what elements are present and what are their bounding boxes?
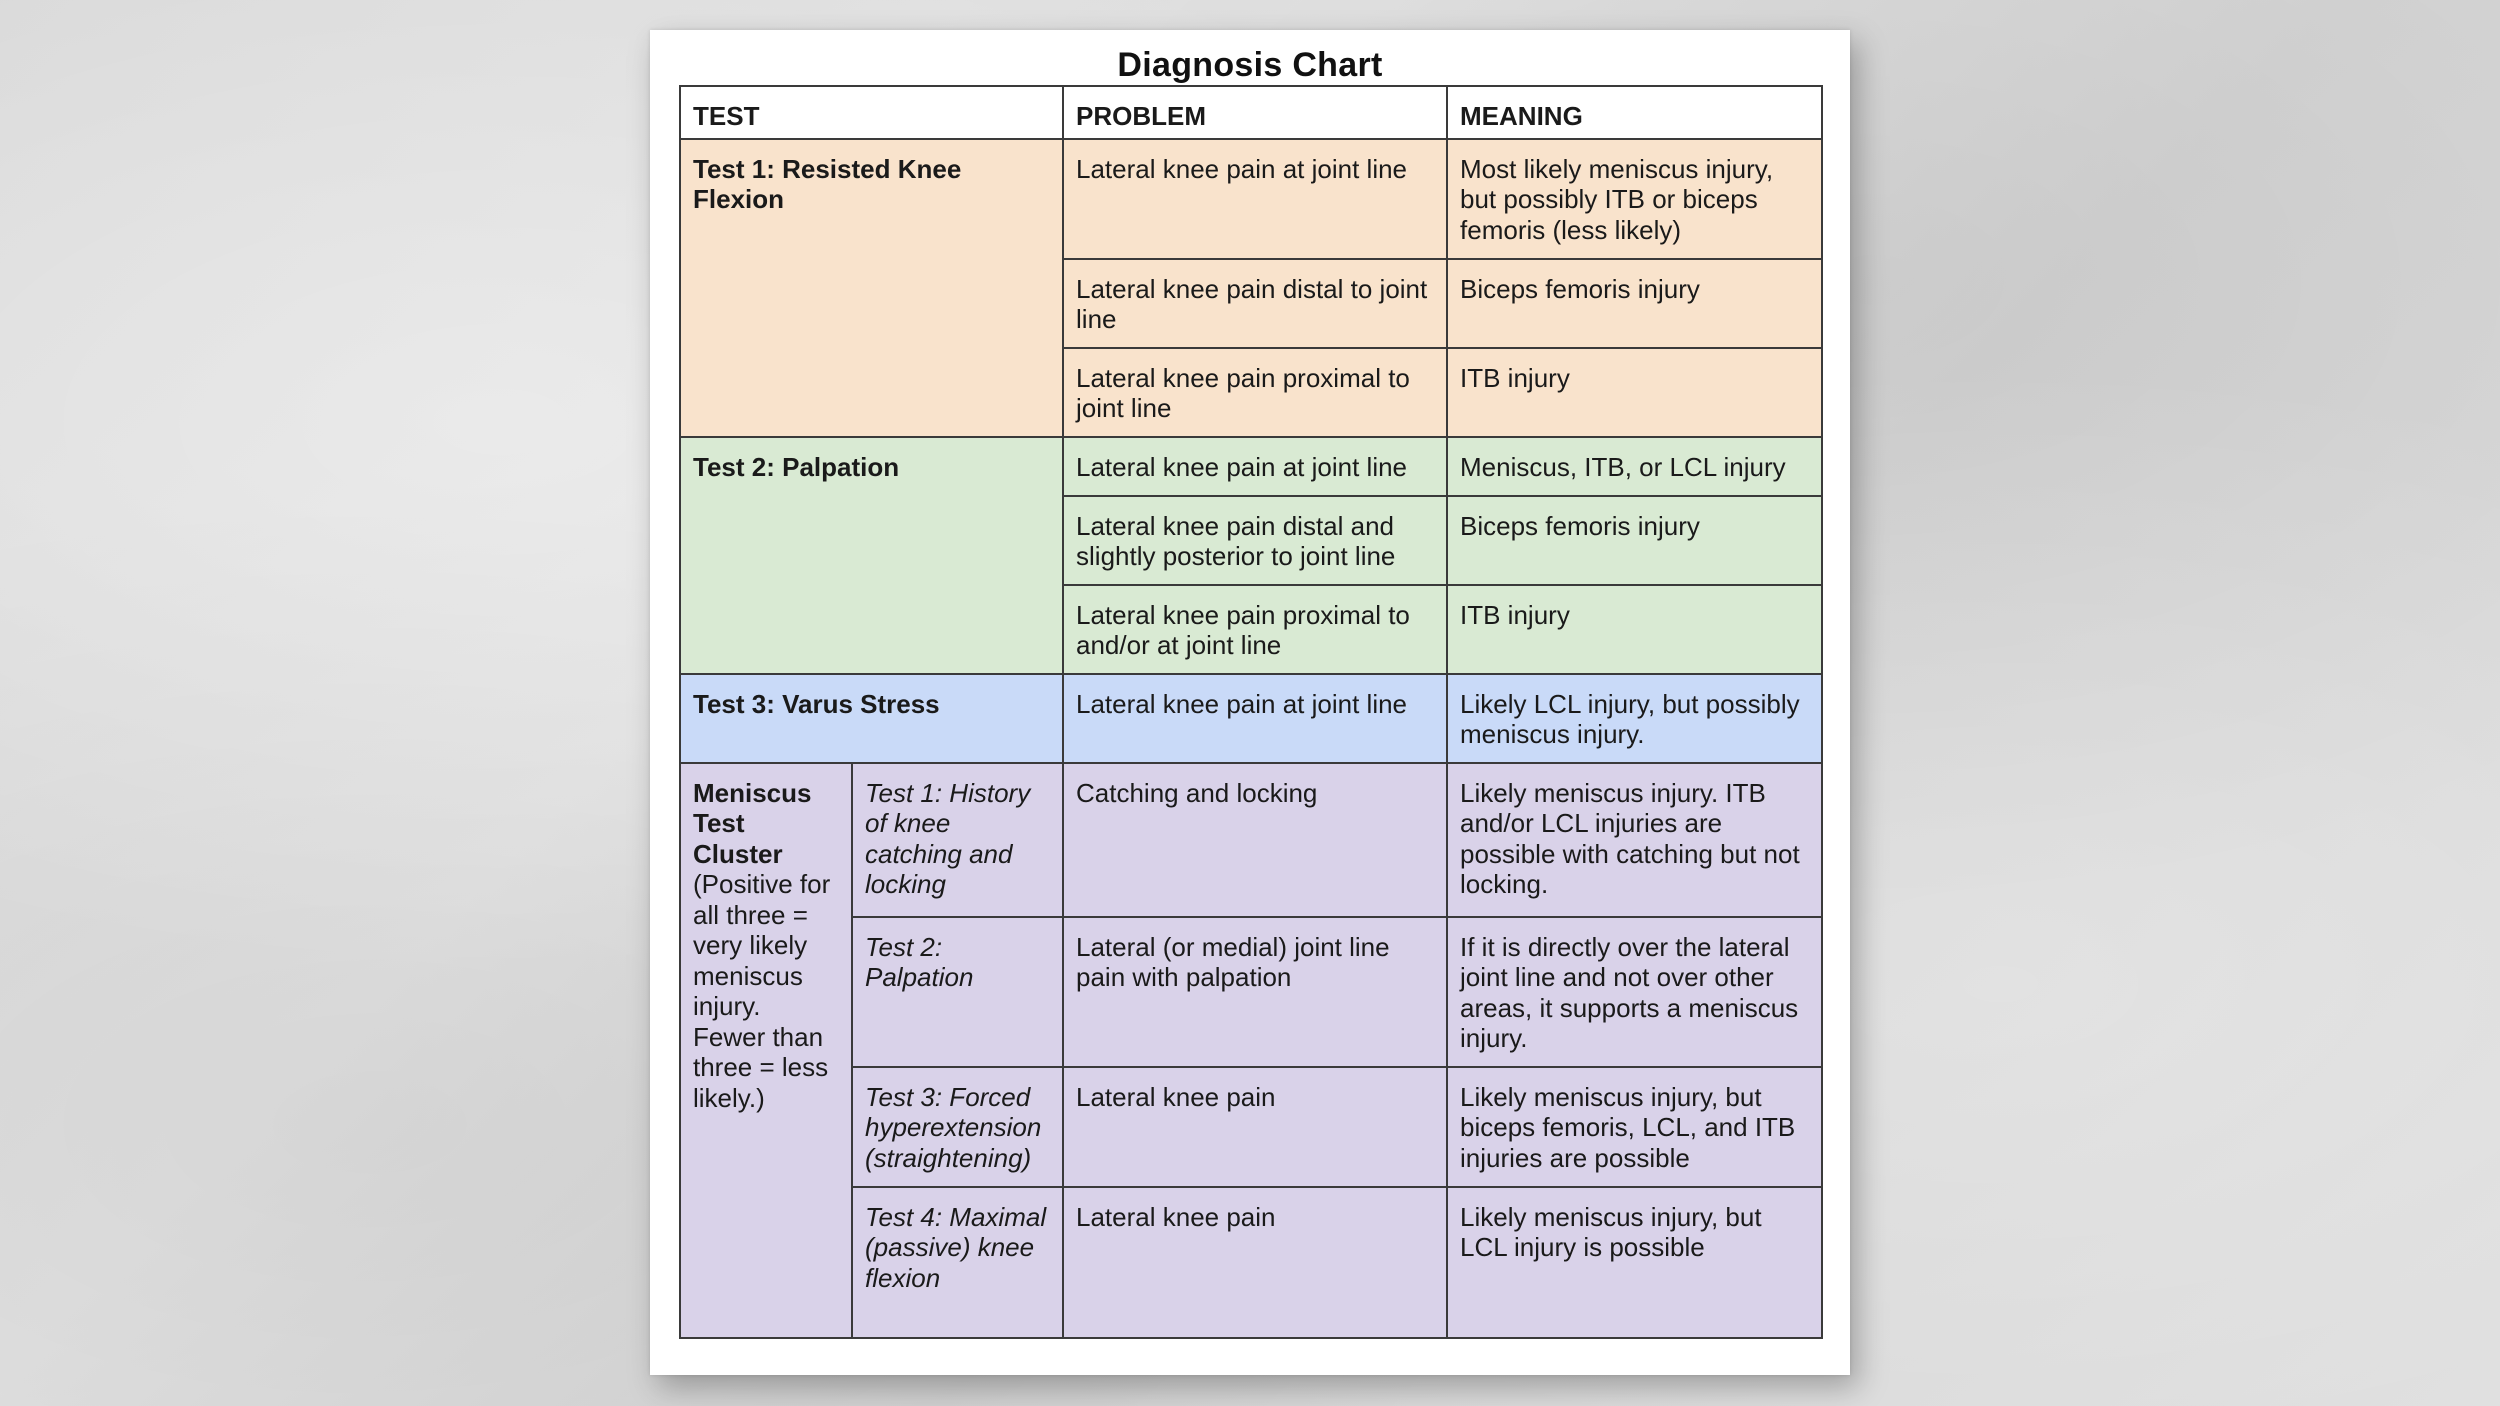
meaning-cell: Biceps femoris injury <box>1447 496 1822 585</box>
header-problem: PROBLEM <box>1063 86 1447 139</box>
table-row <box>680 917 1822 1067</box>
meaning-cell: Meniscus, ITB, or LCL injury <box>1447 437 1822 496</box>
header-meaning: MEANING <box>1447 86 1822 139</box>
test2-name: Test 2: Palpation <box>680 437 1063 674</box>
diagnosis-table <box>679 85 1823 1339</box>
cluster-name-cell <box>680 763 852 1338</box>
table-row <box>680 139 1822 259</box>
meaning-cell: ITB injury <box>1447 348 1822 437</box>
header-test: TEST <box>680 86 1063 139</box>
test1-name: Test 1: Resisted Knee Flexion <box>680 139 1063 437</box>
table-row <box>680 674 1822 763</box>
meaning-cell: ITB injury <box>1447 585 1822 674</box>
cluster-note: (Positive for all three = very likely meniscus injury. Fewer than three = less likely.) <box>693 869 831 1113</box>
page-title: Diagnosis Chart <box>1117 46 1383 84</box>
problem-cell: Lateral (or medial) joint line pain with palpation <box>1063 917 1447 1067</box>
meaning-cell: Most likely meniscus injury, but possibly ITB or biceps femoris (less likely) <box>1447 139 1822 259</box>
cluster-name: Meniscus Test Cluster <box>693 777 812 869</box>
problem-cell: Lateral knee pain proximal to and/or at joint line <box>1063 585 1447 674</box>
meaning-cell: Biceps femoris injury <box>1447 259 1822 348</box>
table-row <box>680 763 1822 917</box>
problem-cell: Lateral knee pain at joint line <box>1063 139 1447 259</box>
subtest-cell: Test 2: Palpation <box>852 917 1063 1067</box>
meaning-cell: Likely meniscus injury, but biceps femoris, LCL, and ITB injuries are possible <box>1447 1067 1822 1187</box>
problem-cell: Lateral knee pain proximal to joint line <box>1063 348 1447 437</box>
problem-cell: Catching and locking <box>1063 763 1447 917</box>
meaning-cell: If it is directly over the lateral joint line and not over other areas, it supports a meniscus injury. <box>1447 917 1822 1067</box>
problem-cell: Lateral knee pain at joint line <box>1063 437 1447 496</box>
table-row <box>680 1067 1822 1187</box>
subtest-cell: Test 3: Forced hyperextension (straightening) <box>852 1067 1063 1187</box>
table-row <box>680 437 1822 496</box>
meaning-cell: Likely meniscus injury. ITB and/or LCL injuries are possible with catching but not locking. <box>1447 763 1822 917</box>
table-row <box>680 1187 1822 1338</box>
problem-cell: Lateral knee pain <box>1063 1187 1447 1338</box>
problem-cell: Lateral knee pain at joint line <box>1063 674 1447 763</box>
problem-cell: Lateral knee pain distal and slightly posterior to joint line <box>1063 496 1447 585</box>
meaning-cell: Likely LCL injury, but possibly meniscus injury. <box>1447 674 1822 763</box>
subtest-cell: Test 1: History of knee catching and locking <box>852 763 1063 917</box>
problem-cell: Lateral knee pain <box>1063 1067 1447 1187</box>
header-row <box>680 86 1822 139</box>
problem-cell: Lateral knee pain distal to joint line <box>1063 259 1447 348</box>
test3-name: Test 3: Varus Stress <box>680 674 1063 763</box>
meaning-cell: Likely meniscus injury, but LCL injury is possible <box>1447 1187 1822 1338</box>
subtest-cell: Test 4: Maximal (passive) knee flexion <box>852 1187 1063 1338</box>
document-page <box>650 30 1850 1375</box>
